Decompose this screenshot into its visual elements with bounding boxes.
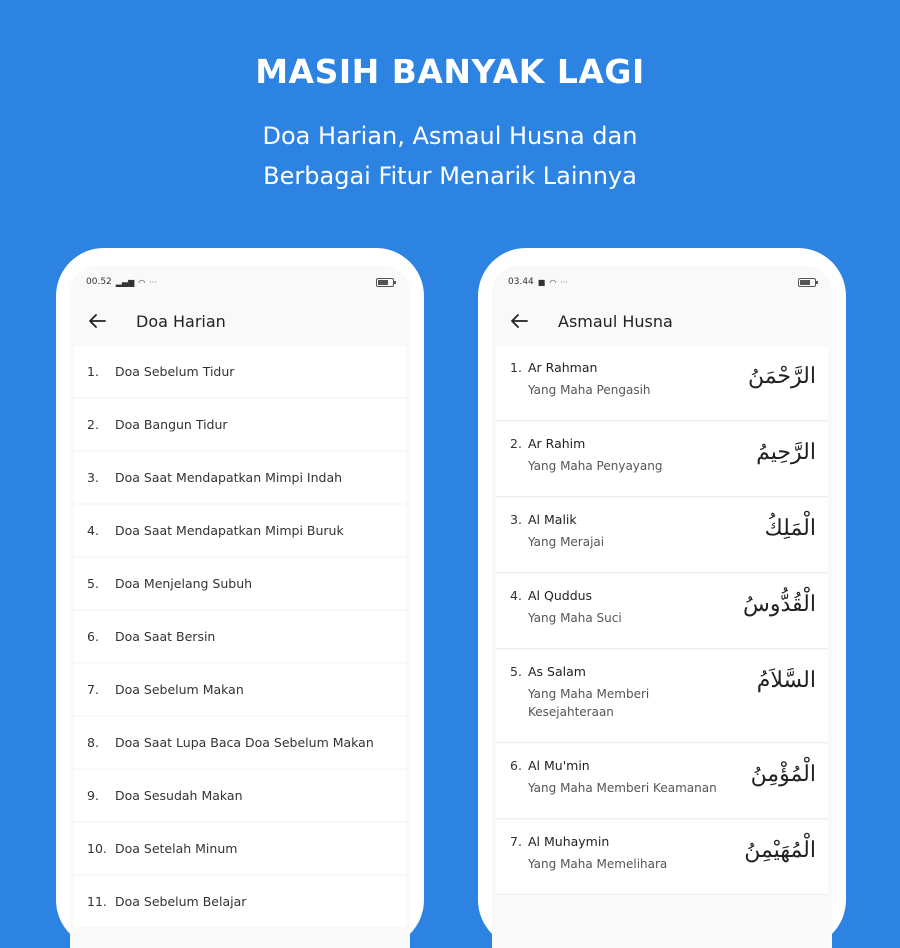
list-item[interactable] xyxy=(74,876,406,927)
item-label: Doa Menjelang Subuh xyxy=(115,576,253,591)
item-number: 3. xyxy=(510,512,522,527)
more-icon: ··· xyxy=(560,277,568,287)
list-item[interactable] xyxy=(74,611,406,662)
item-arabic: الرَّحِيمُ xyxy=(756,440,816,465)
list-item[interactable] xyxy=(74,505,406,556)
back-arrow-icon[interactable] xyxy=(508,310,530,332)
item-number: 4. xyxy=(510,588,522,603)
item-meaning: Yang Maha Memelihara xyxy=(528,857,668,871)
item-label: Doa Sebelum Belajar xyxy=(115,894,247,909)
item-number: 2. xyxy=(510,436,522,451)
item-number: 8. xyxy=(87,735,99,750)
list-item[interactable] xyxy=(74,452,406,503)
subtitle-line-2: Berbagai Fitur Menarik Lainnya xyxy=(263,162,637,190)
list-item[interactable] xyxy=(74,558,406,609)
phone-asmaul-husna xyxy=(478,248,846,948)
more-icon: ··· xyxy=(149,277,157,287)
item-number: 5. xyxy=(87,576,99,591)
item-label: Doa Saat Mendapatkan Mimpi Buruk xyxy=(115,523,344,538)
item-label: Doa Saat Bersin xyxy=(115,629,216,644)
item-label: Doa Setelah Minum xyxy=(115,841,238,856)
status-time: 00.52 xyxy=(86,277,112,287)
item-label: Doa Sesudah Makan xyxy=(115,788,243,803)
item-label: Doa Saat Lupa Baca Doa Sebelum Makan xyxy=(115,735,374,750)
item-label: Doa Bangun Tidur xyxy=(115,417,228,432)
item-label: Doa Sebelum Tidur xyxy=(115,364,235,379)
list-item[interactable] xyxy=(74,770,406,821)
list-item[interactable] xyxy=(496,650,828,743)
phone-screen xyxy=(70,266,410,948)
item-number: 1. xyxy=(87,364,99,379)
list-item[interactable] xyxy=(496,498,828,573)
item-arabic: الرَّحْمَنُ xyxy=(747,364,816,389)
item-name: Al Mu'min xyxy=(528,758,590,773)
item-meaning: Yang Maha Pengasih xyxy=(528,383,651,397)
item-number: 10. xyxy=(87,841,107,856)
list-item[interactable] xyxy=(74,823,406,874)
subtitle-line-1: Doa Harian, Asmaul Husna dan xyxy=(262,122,638,150)
item-name: Al Muhaymin xyxy=(528,834,610,849)
item-number: 1. xyxy=(510,360,522,375)
item-name: As Salam xyxy=(528,664,586,679)
item-number: 11. xyxy=(87,894,107,909)
item-meaning: Yang Maha Suci xyxy=(528,611,622,625)
item-name: Ar Rahman xyxy=(528,360,598,375)
item-name: Al Malik xyxy=(528,512,577,527)
list-item[interactable] xyxy=(496,820,828,895)
item-name: Al Quddus xyxy=(528,588,593,603)
item-name: Ar Rahim xyxy=(528,436,586,451)
back-arrow-icon[interactable] xyxy=(86,310,108,332)
list-item[interactable] xyxy=(74,346,406,397)
item-label: Doa Sebelum Makan xyxy=(115,682,244,697)
item-meaning: Yang Merajai xyxy=(528,535,605,549)
status-time: 03.44 xyxy=(508,277,534,287)
item-number: 2. xyxy=(87,417,99,432)
battery-icon xyxy=(798,278,816,287)
item-meaning: Yang Maha Penyayang xyxy=(528,459,663,473)
page-title: Asmaul Husna xyxy=(558,311,673,331)
item-number: 7. xyxy=(510,834,522,849)
list-item[interactable] xyxy=(74,717,406,768)
item-meaning: Yang Maha Memberi Keamanan xyxy=(528,781,717,795)
item-arabic: السَّلاَمُ xyxy=(756,668,816,693)
status-bar xyxy=(492,266,832,298)
list-item[interactable] xyxy=(496,346,828,421)
phone-doa-harian xyxy=(56,248,424,948)
wifi-icon: ◠ xyxy=(549,277,557,287)
list-item[interactable] xyxy=(496,574,828,649)
app-bar xyxy=(492,298,832,344)
list-item[interactable] xyxy=(496,422,828,497)
item-arabic: الْمُؤْمِنُ xyxy=(750,762,816,787)
item-number: 7. xyxy=(87,682,99,697)
item-number: 6. xyxy=(510,758,522,773)
list-item[interactable] xyxy=(74,664,406,715)
item-arabic: الْمُهَيْمِنُ xyxy=(744,838,816,863)
notification-icon: ■ xyxy=(537,277,546,287)
item-number: 9. xyxy=(87,788,99,803)
page-title: Doa Harian xyxy=(136,311,226,331)
list-item[interactable] xyxy=(496,744,828,819)
battery-icon xyxy=(376,278,394,287)
item-label: Doa Saat Mendapatkan Mimpi Indah xyxy=(115,470,343,485)
item-number: 6. xyxy=(87,629,99,644)
app-bar xyxy=(70,298,410,344)
item-arabic: الْمَلِكُ xyxy=(764,516,816,541)
item-number: 4. xyxy=(87,523,99,538)
asmaul-husna-list xyxy=(496,346,828,896)
item-meaning: Yang Maha Memberi Kesejahteraan xyxy=(528,687,650,719)
item-number: 3. xyxy=(87,470,99,485)
item-arabic: الْقُدُّوسُ xyxy=(743,592,816,617)
wifi-icon: ◠ xyxy=(138,277,146,287)
headline: MASIH BANYAK LAGI xyxy=(255,52,645,91)
list-item[interactable] xyxy=(74,399,406,450)
item-number: 5. xyxy=(510,664,522,679)
doa-list xyxy=(74,346,406,929)
phone-screen xyxy=(492,266,832,948)
signal-icon: ▂▄▆ xyxy=(115,277,135,287)
status-bar xyxy=(70,266,410,298)
